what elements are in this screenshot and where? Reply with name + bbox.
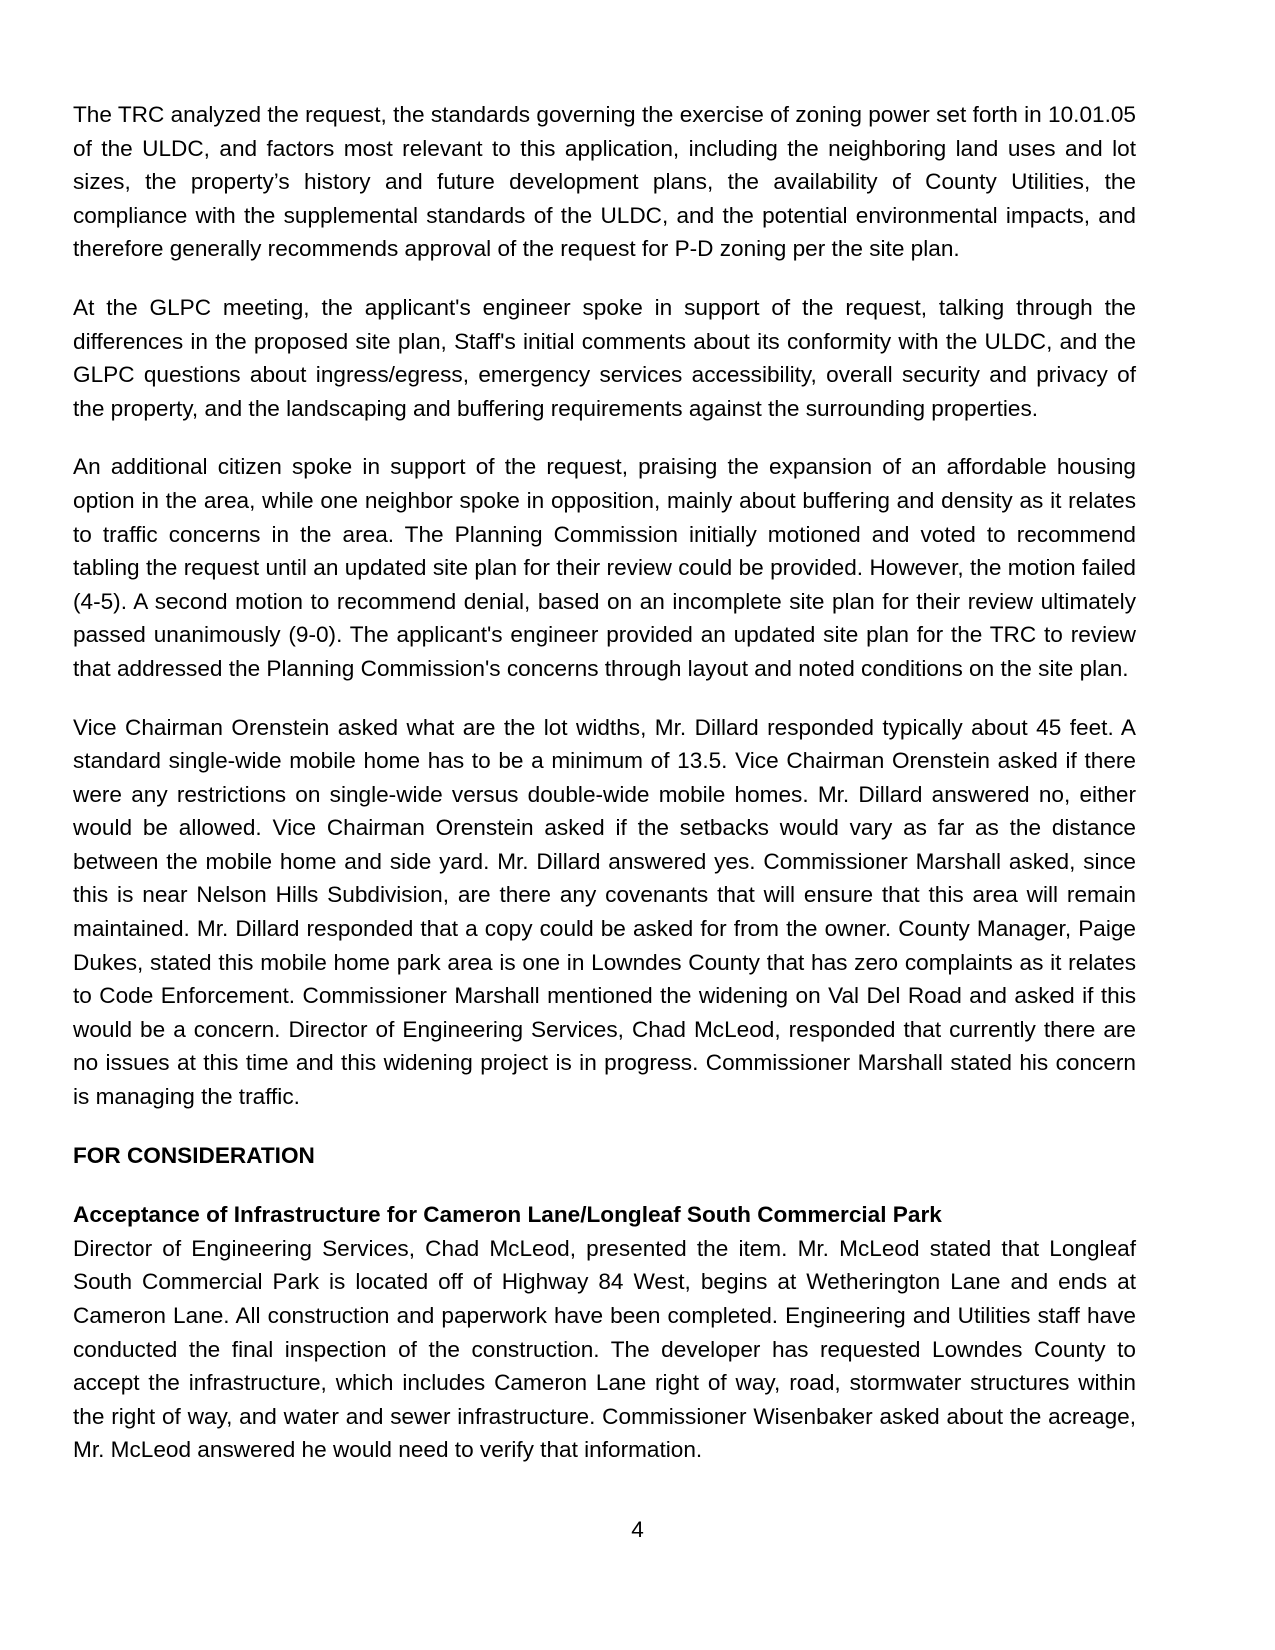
page-number: 4 [631,1517,644,1542]
item-heading-cameron-lane: Acceptance of Infrastructure for Cameron Lane/Longleaf South Commercial Park [73,1202,942,1228]
paragraph-glpc-meeting: At the GLPC meeting, the applicant's engineer spoke in support of the request, talking through the differences in the proposed site plan, Staff's initial comments about its conformity with the ULDC, and the GLPC questions about ingress/egress, emergency services accessibility, overall security and privacy of the property, and the landscaping and buffering requirements against the surrounding properties. [73,294,1136,421]
paragraph-trc-analysis: The TRC analyzed the request, the standards governing the exercise of zoning power set forth in 10.01.05 of the ULDC, and factors most relevant to this application, including the neighboring land uses and lot sizes, the property’s history and future development plans, the availability of County Utilities, the compliance with the supplemental standards of the ULDC, and the potential environmental impacts, and therefore generally recommends approval of the request for P-D zoning per the site plan. [73,102,1136,262]
document-body [73,98,1136,1467]
paragraph-cameron-lane-details: Director of Engineering Services, Chad McLeod, presented the item. Mr. McLeod stated that Longleaf South Commercial Park is located off of Highway 84 West, begins at Wetherington Lane and ends at Cameron Lane. All construction and paperwork have been completed. Engineering and Utilities staff have conducted the final inspection of the construction. The developer has requested Lowndes County to accept the infrastructure, which includes Cameron Lane right of way, road, stormwater structures within the right of way, and water and sewer infrastructure. Commissioner Wisenbaker asked about the acreage, Mr. McLeod answered he would need to verify that information. [73,1235,1136,1463]
section-heading-for-consideration: FOR CONSIDERATION [73,1142,315,1168]
paragraph-citizen-comments: An additional citizen spoke in support of the request, praising the expansion of an affordable housing option in the area, while one neighbor spoke in opposition, mainly about buffering and density as it relates to traffic concerns in the area. The Planning Commission initially motioned and voted to recommend tabling the request until an updated site plan for their review could be provided. However, the motion failed (4-5). A second motion to recommend denial, based on an incomplete site plan for their review ultimately passed unanimously (9-0). The applicant's engineer provided an updated site plan for the TRC to review that addressed the Planning Commission's concerns through layout and noted conditions on the site plan. [73,454,1136,681]
paragraph-commissioner-questions: Vice Chairman Orenstein asked what are the lot widths, Mr. Dillard responded typically about 45 feet. A standard single-wide mobile home has to be a minimum of 13.5. Vice Chairman Orenstein asked if there were any restrictions on single-wide versus double-wide mobile homes. Mr. Dillard answered no, either would be allowed. Vice Chairman Orenstein asked if the setbacks would vary as far as the distance between the mobile home and side yard. Mr. Dillard answered yes. Commissioner Marshall asked, since this is near Nelson Hills Subdivision, are there any covenants that will ensure that this area will remain maintained. Mr. Dillard responded that a copy could be asked for from the owner. County Manager, Paige Dukes, stated this mobile home park area is one in Lowndes County that has zero complaints as it relates to Code Enforcement. Commissioner Marshall mentioned the widening on Val Del Road and asked if this would be a concern. Director of Engineering Services, Chad McLeod, responded that currently there are no issues at this time and this widening project is in progress. Commissioner Marshall stated his concern is managing the traffic. [73,714,1136,1110]
